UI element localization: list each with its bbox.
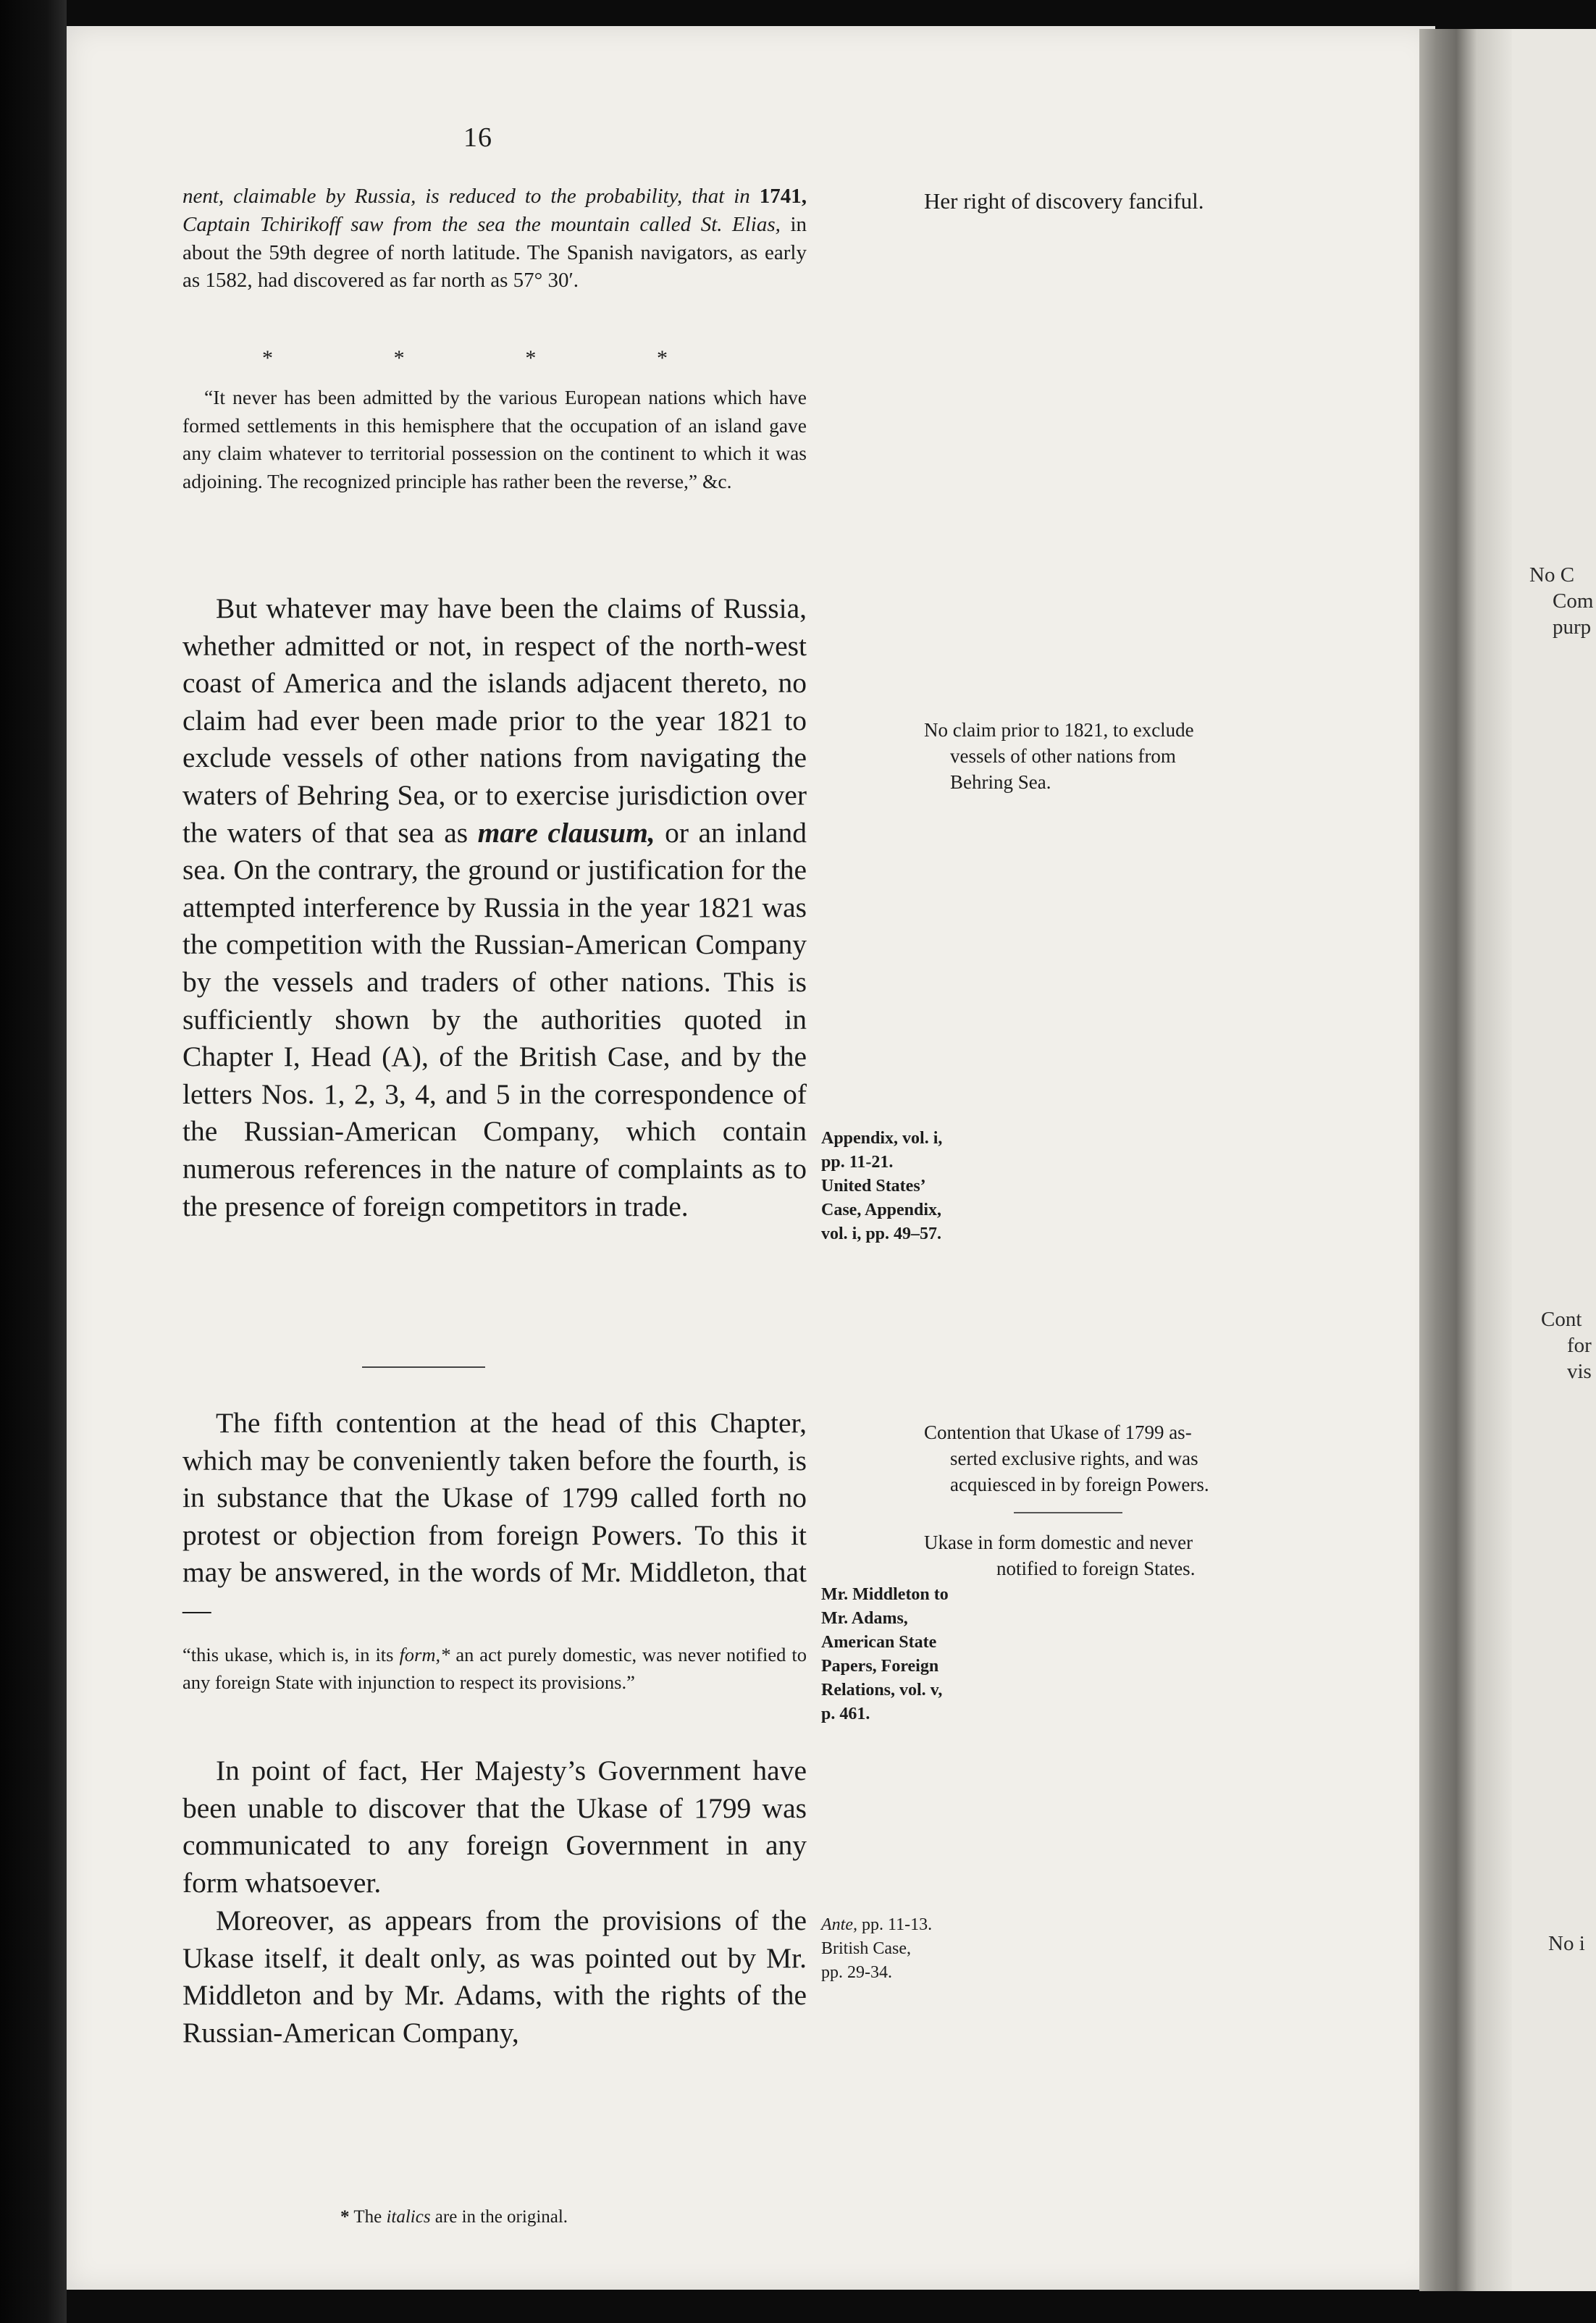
block-quote [182,1641,807,1696]
ref-line: pp. 11-21. [821,1153,894,1172]
facing-page-fragment [1541,1306,1592,1385]
fragment-line: vis [1567,1360,1592,1383]
note-line: No claim prior to 1821, to exclude [924,719,1194,741]
quote-text: “this ukase, which is, in its [182,1644,394,1665]
page-number: 16 [463,122,492,153]
italic-text: Ante, [821,1915,857,1934]
margin-note-ukase-domestic [924,1529,1344,1581]
note-line: Contention that Ukase of 1799 as- [924,1421,1192,1443]
facing-page-fragment [1529,562,1593,640]
ref-line: British Case, [821,1939,911,1958]
fragment-line: No C [1529,563,1575,587]
ref-line: Relations, vol. v, [821,1681,943,1700]
note-line: notified to foreign States. [996,1558,1196,1579]
italic-text: nent, claimable by Russia, is reduced to the probability, that in [182,185,750,208]
italic-text: Captain Tchirikoff saw from the sea the mountain called St. Elias, [182,212,781,236]
footnote-mark: * [340,2207,350,2227]
paragraph-text: But whatever may have been the claims of Russia, whether admitted or not, in respect of the north-west coast of America and the islands adjacent thereto, no claim had ever been made prior to the year 1821 to exclude vessels of other nations from navigating the waters of Behring Sea, or to exercise jurisdiction over the waters of that sea as [182,592,807,849]
fragment-line: Cont [1541,1308,1582,1331]
margin-ref-ante [821,1913,995,1985]
ref-line: American State [821,1633,937,1652]
italic-text: italics [386,2207,431,2227]
book-gutter [1419,29,1512,2291]
margin-note-contention [924,1419,1344,1497]
ref-line: Appendix, vol. i, [821,1129,943,1148]
paragraph-continuation [182,182,807,295]
fragment-line: purp [1553,616,1592,639]
ref-line: pp. 11-13. [861,1915,933,1934]
paragraph-text: In point of fact, Her Majesty’s Government have been unable to discover that the Ukase of 1799 was communicated to any foreign Government in any form whatsoever. [182,1755,807,1899]
facing-page-fragment [1548,1931,1585,1957]
paragraph-point-of-fact [182,1752,807,1902]
block-quote [182,384,807,495]
paragraph-fifth-contention [182,1405,807,1629]
margin-divider [1014,1512,1122,1513]
star-mark: * [393,346,405,370]
footnote-text: are in the original. [434,2207,568,2227]
note-line: serted exclusive rights, and was [950,1448,1198,1469]
fragment-line: No i [1548,1932,1585,1955]
ref-line: Papers, Foreign [821,1657,939,1676]
margin-ref-appendix [821,1127,995,1246]
ellipsis-stars [262,346,668,371]
section-divider [362,1366,485,1368]
ref-line: Case, Appendix, [821,1201,942,1219]
ref-line: United States’ [821,1177,926,1196]
fragment-line: for [1567,1334,1592,1357]
footnote [340,2207,568,2227]
year-text: 1741, [759,185,807,208]
ref-line: Mr. Adams, [821,1609,908,1628]
paragraph-text: or an inland sea. On the contrary, the ground or justification for the attempted interference by Russia in the year 1821 was the competition with the Russian-American Company by the vessels and traders of other nations. This is sufficiently shown by the authorities quoted in Chapter I, Head (A), of the British Case, and by the letters Nos. 1, 2, 3, 4, and 5 in the correspondence of the Russian-American Company, which contain numerous references in the nature of complaints as to the presence of foreign competitors in trade. [182,816,807,1222]
italic-text: mare clausum, [477,816,655,849]
margin-note-no-claim [924,717,1330,795]
note-line: Ukase in form domestic and never [924,1532,1193,1553]
star-mark: * [656,346,668,370]
paragraph-text: Moreover, as appears from the provisions of the Ukase itself, it dealt only, as was pointed out by Mr. Middleton and by Mr. Adams, with the rights of the Russian-American Company, [182,1904,807,2049]
quote-text: “It never has been admitted by the various European nations which have formed settlements in this hemisphere that the occupation of an island gave any claim whatever to territorial possession on the continent to which it was adjoining. The recognized principle has rather been the reverse,” &c. [182,386,807,492]
quote-text: an act purely domestic, was never notified to any foreign State with injunction to respect its provisions.” [182,1644,807,1693]
note-line: vessels of other nations from [950,745,1176,767]
ref-line: pp. 29-34. [821,1963,892,1982]
left-scan-edge [0,0,67,2323]
star-mark: * [262,346,273,370]
margin-note-discovery: Her right of discovery fanciful. [924,188,1204,214]
footnote-text: The [353,2207,382,2227]
ref-line: Mr. Middleton to [821,1585,949,1604]
star-mark: * [525,346,537,370]
note-line: acquiesced in by foreign Powers. [950,1474,1209,1495]
fragment-line: Com [1553,589,1594,613]
paragraph-main [182,590,807,1225]
ref-line: vol. i, pp. 49–57. [821,1224,942,1243]
paragraph-text: The fifth contention at the head of this Chapter, which may be conveniently taken before the fourth, is in substance that the Ukase of 1799 called forth no protest or objection from foreign Powers. To this it may be answered, in the words of Mr. Middleton, that— [182,1407,807,1626]
paragraph-text: in about the 59th degree of north latitude. The Spanish navigators, as early as 1582, had discovered as far north as 57° 30′. [182,212,807,293]
paragraph-moreover [182,1902,807,2051]
ref-line: p. 461. [821,1705,870,1723]
margin-ref-middleton [821,1583,995,1726]
note-line: Behring Sea. [950,771,1051,793]
italic-text: form,* [399,1644,450,1665]
